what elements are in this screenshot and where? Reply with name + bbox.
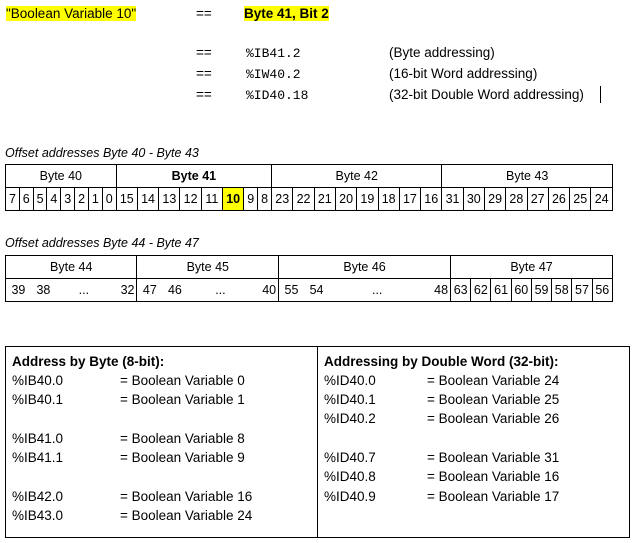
- byte-header: Byte 47: [451, 256, 613, 279]
- bit-cell: 59: [531, 279, 551, 302]
- bit-cell: 57: [572, 279, 592, 302]
- box-divider: [317, 347, 318, 537]
- bit-cell: 18: [378, 188, 399, 211]
- dword-address-value: = Boolean Variable 16: [427, 469, 560, 484]
- bit-cell: 39: [6, 279, 31, 302]
- dword-address: %ID40.7: [324, 450, 376, 465]
- bit-cell: 19: [357, 188, 378, 211]
- equals-sign: ==: [196, 87, 212, 102]
- bit-cell-highlighted: 10: [223, 188, 244, 211]
- bit-cell: 38: [31, 279, 56, 302]
- bit-cell: 13: [159, 188, 180, 211]
- bit-cell: 7: [6, 188, 20, 211]
- bit-cell: 63: [451, 279, 471, 302]
- byte-header: Byte 40: [6, 165, 117, 188]
- byte-address-value: = Boolean Variable 24: [120, 508, 253, 523]
- address-desc: (16-bit Word addressing): [389, 66, 538, 81]
- bit-cell: 29: [484, 188, 505, 211]
- dword-address: %ID40.9: [324, 489, 376, 504]
- address-desc: (Byte addressing): [389, 45, 495, 60]
- bit-cell: 61: [491, 279, 511, 302]
- dword-address: %ID40.1: [324, 392, 376, 407]
- byte-address: %IB41.0: [12, 431, 64, 446]
- bit-cell: 27: [527, 188, 548, 211]
- byte-address-value: = Boolean Variable 0: [120, 373, 245, 388]
- address-code: %IB41.2: [246, 46, 301, 61]
- bit-cell: 15: [116, 188, 137, 211]
- offset-table-44-47: [5, 255, 613, 302]
- bit-cell: 26: [548, 188, 569, 211]
- bit-cell: 25: [570, 188, 591, 211]
- dword-address: %ID40.2: [324, 411, 376, 426]
- bit-cell: 28: [506, 188, 527, 211]
- byte-address-value: = Boolean Variable 16: [120, 489, 253, 504]
- bit-cell: 23: [272, 188, 293, 211]
- bit-cell: 9: [244, 188, 258, 211]
- address-code: %IW40.2: [246, 67, 301, 82]
- byte-address-value: = Boolean Variable 8: [120, 431, 245, 446]
- byte-address: %IB40.0: [12, 373, 64, 388]
- byte-addressing-title: Address by Byte (8-bit):: [12, 354, 165, 369]
- dword-address: %ID40.8: [324, 469, 376, 484]
- bit-cell: 2: [75, 188, 89, 211]
- bit-cell: 58: [552, 279, 572, 302]
- bit-cell: 47: [137, 279, 162, 302]
- dword-addressing-title: Addressing by Double Word (32-bit):: [324, 354, 559, 369]
- bit-ellipsis: ...: [329, 279, 425, 302]
- dword-address-value: = Boolean Variable 24: [427, 373, 560, 388]
- bit-cell: 5: [33, 188, 47, 211]
- byte-header: Byte 45: [137, 256, 279, 279]
- bit-cell: 14: [137, 188, 158, 211]
- bit-cell: 17: [399, 188, 420, 211]
- dword-address: %ID40.0: [324, 373, 376, 388]
- bit-cell: 21: [314, 188, 335, 211]
- offset-table-40-43: [5, 164, 613, 211]
- bit-cell: 12: [180, 188, 201, 211]
- table2-caption: Offset addresses Byte 44 - Byte 47: [5, 236, 199, 250]
- byte-header: Byte 43: [442, 165, 613, 188]
- byte-header: Byte 42: [272, 165, 442, 188]
- bit-cell: 48: [425, 279, 450, 302]
- bit-cell: 11: [201, 188, 222, 211]
- bit-cell: 8: [258, 188, 272, 211]
- byte-address: %IB40.1: [12, 392, 64, 407]
- address-desc: (32-bit Double Word addressing): [389, 87, 584, 102]
- bit-cell: 55: [279, 279, 304, 302]
- bit-cell: 6: [19, 188, 33, 211]
- bit-cell: 3: [61, 188, 75, 211]
- bit-cell: 62: [471, 279, 491, 302]
- byte-address-value: = Boolean Variable 9: [120, 450, 245, 465]
- bit-cell: 4: [47, 188, 61, 211]
- byte-header: Byte 44: [6, 256, 137, 279]
- equals-sign: ==: [196, 66, 212, 81]
- byte-address: %IB43.0: [12, 508, 64, 523]
- bit-cell: 31: [442, 188, 463, 211]
- bit-cell: 22: [293, 188, 314, 211]
- byte-header: Byte 41: [116, 165, 271, 188]
- bit-ellipsis: ...: [56, 279, 112, 302]
- table1-caption: Offset addresses Byte 40 - Byte 43: [5, 146, 199, 160]
- byte-address: %IB42.0: [12, 489, 64, 504]
- dword-address-value: = Boolean Variable 25: [427, 392, 560, 407]
- bit-cell: 24: [591, 188, 613, 211]
- byte-header: Byte 46: [279, 256, 451, 279]
- byte-bit-label: Byte 41, Bit 2: [244, 6, 329, 21]
- bit-cell: 40: [253, 279, 278, 302]
- bit-cell: 60: [511, 279, 531, 302]
- byte-address: %IB41.1: [12, 450, 64, 465]
- bit-cell: 46: [162, 279, 187, 302]
- bit-cell: 56: [592, 279, 612, 302]
- address-code: %ID40.18: [246, 88, 309, 103]
- dword-address-value: = Boolean Variable 17: [427, 489, 560, 504]
- equals-sign: ==: [196, 45, 212, 60]
- bit-cell: 54: [304, 279, 329, 302]
- equals-sign: ==: [196, 6, 212, 21]
- text-cursor: [600, 86, 601, 103]
- addressing-examples-box: [5, 346, 630, 538]
- bit-cell: 16: [421, 188, 442, 211]
- bit-cell: 32: [112, 279, 137, 302]
- bit-cell: 0: [102, 188, 116, 211]
- dword-address-value: = Boolean Variable 31: [427, 450, 560, 465]
- bit-cell: 1: [88, 188, 102, 211]
- bit-cell: 30: [463, 188, 484, 211]
- bit-ellipsis: ...: [188, 279, 254, 302]
- dword-address-value: = Boolean Variable 26: [427, 411, 560, 426]
- variable-name: "Boolean Variable 10": [6, 6, 137, 21]
- bit-cell: 20: [335, 188, 356, 211]
- byte-address-value: = Boolean Variable 1: [120, 392, 245, 407]
